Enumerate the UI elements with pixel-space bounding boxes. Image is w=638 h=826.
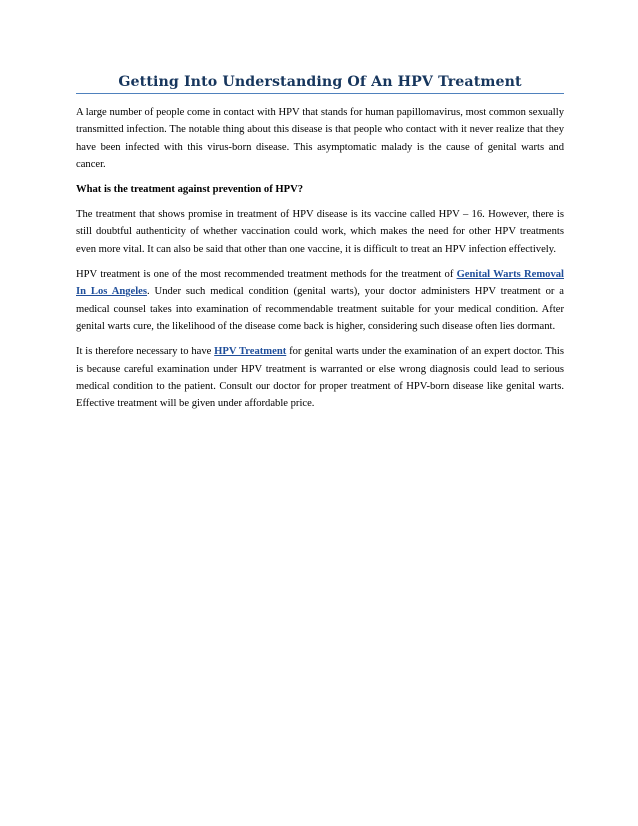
document-page — [76, 74, 564, 420]
paragraph-text: HPV treatment is one of the most recommended treatment methods for the treatment of — [76, 269, 457, 281]
paragraph-text: It is therefore necessary to have — [76, 346, 215, 358]
intro-paragraph: A large number of people come in contact with HPV that stands for human papillomavirus, most common sexually transmitted infection. The notable thing about this disease is that people who contact with it never realize that they have been infected with this virus-born disease. This asymptomatic malady is the cause of genital warts and cancer. — [76, 107, 564, 170]
expert-doctor-paragraph — [76, 343, 564, 412]
genital-warts-removal-link[interactable]: Genital Warts Removal In Los Angeles — [76, 269, 564, 298]
title-rule — [76, 93, 564, 94]
paragraph-text: for genital warts under the examination of an expert doctor. This is because careful examination under HPV treatment is warranted or else wrong diagnosis could lead to serious medical condition to the patient. Consult our doctor for proper treatment of HPV-born disease like genital warts. Effective treatment will be given under affordable price. — [76, 346, 565, 410]
document-title: Getting Into Understanding Of An HPV Treatment — [118, 74, 522, 90]
vaccine-paragraph: The treatment that shows promise in treatment of HPV disease is its vaccine called HPV – 16. However, there is still doubtful authenticity of whether vaccination could work, which makes the need for other HPV treatments even more vital. It can also be said that other than one vaccine, it is difficult to treat an HPV infection effectively. — [76, 209, 564, 255]
paragraph-text: . Under such medical condition (genital warts), your doctor administers HPV treatment or a medical counsel takes into examination of recommendable treatment suitable for your medical condition. After genital warts cure, the likelihood of the disease come back is higher, considering such disease often lies dormant. — [76, 286, 564, 332]
treatment-methods-paragraph — [76, 266, 564, 335]
hpv-treatment-link[interactable]: HPV Treatment — [214, 346, 287, 358]
section-heading: What is the treatment against prevention of HPV? — [76, 184, 304, 196]
